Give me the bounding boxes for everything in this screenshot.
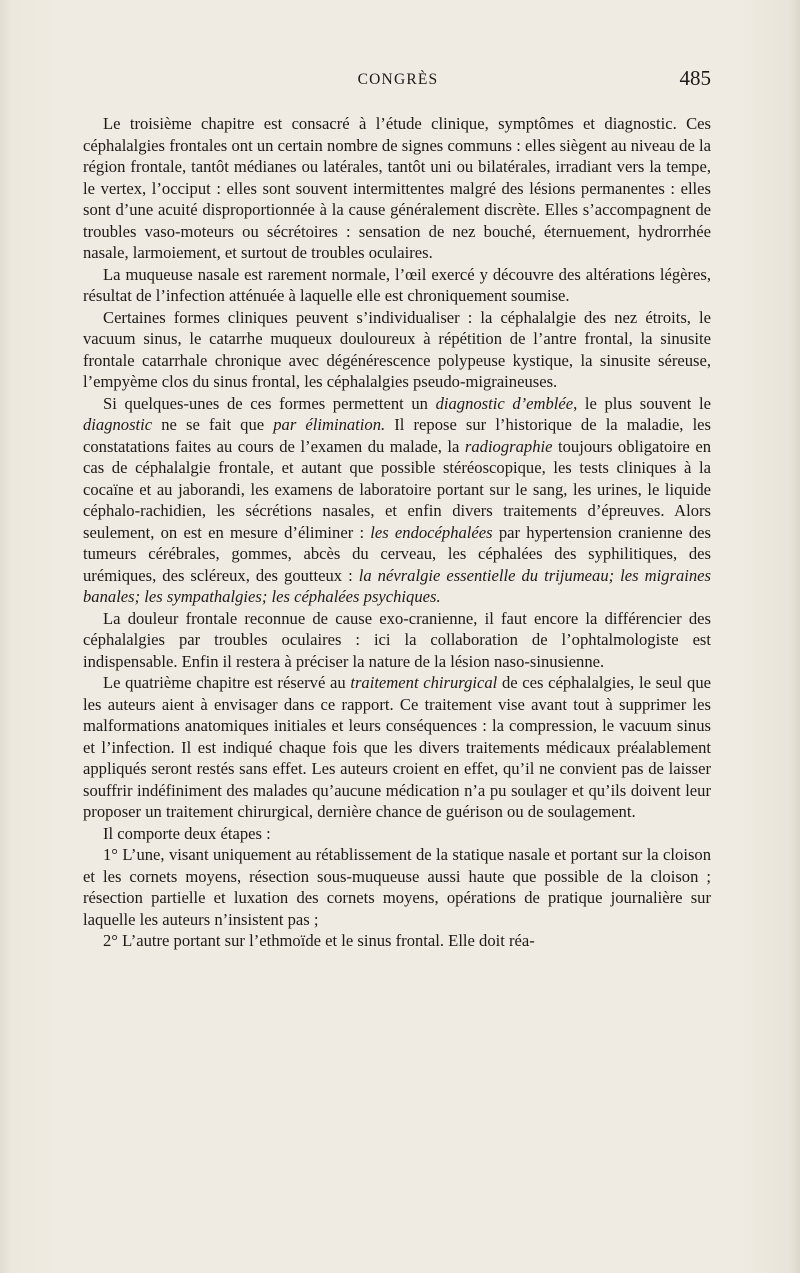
text-run: Il comporte deux étapes : [103,823,271,843]
paragraph [83,113,711,264]
running-header [85,66,711,96]
text-run: 2° L’autre portant sur l’ethmoïde et le sinus frontal. Elle doit réa- [103,931,535,950]
italic-run: diagnostic [83,415,153,434]
paragraph [83,264,711,307]
paragraph [83,307,711,393]
paragraph [83,930,711,952]
paragraph [83,844,711,930]
text-run: Il repose sur l’historique de la maladie, les constatations faites au cours de l’examen du malade, la [83,415,711,456]
text-run: La muqueuse nasale est rarement normale, l’œil exercé y découvre des altérations légères, résultat de l’infection atténuée à laquelle elle est chroniquement soumise. [83,264,711,305]
italic-run: par élimination. [273,415,386,434]
text-run: toujours obligatoire en cas de céphalalgie frontale, et autant que possible stéréoscopique, les tests cliniques à la cocaïne et au jaborandi, les examens de laboratoire portant sur le sang, les urines, le liquide céphalo-rachidien, les sécrétions nasales, et enfin divers traitements d’épreuves. Alors seulement, on est en mesure d’éliminer : [83,436,711,542]
paragraph [83,393,711,608]
paragraph [83,823,711,845]
italic-run: traitement chirurgical [350,673,498,692]
paragraph [83,672,711,823]
body-text [83,113,711,952]
text-run: , le plus souvent le [573,393,711,413]
italic-run: la névralgie essentielle du trijumeau; les migraines banales; les sympathalgies; les céphalées psychiques. [83,565,712,606]
text-run: La douleur frontale reconnue de cause exo-cranienne, il faut encore la différencier des céphalalgies par troubles oculaires : ici la collaboration de l’ophtalmologiste est indispensable. Enfin il restera à préciser la nature de la lésion naso-sinusienne. [83,608,711,671]
text-run: Si quelques-unes de ces formes permettent un [103,393,436,413]
text-run: Le troisième chapitre est consacré à l’étude clinique, symptômes et diagnostic. Ces céphalalgies frontales ont un certain nombre de signes communs : elles siègent au niveau de la région frontale, tantôt médianes ou latérales, tantôt uni ou bilatérales, irradiant vers la tempe, le vertex, l’occiput : elles sont souvent intermittentes malgré des lésions permanentes : elles sont d’une acuité disproportionnée à la cause généralement discrète. Elles s’accompagnent de troubles vaso-moteurs ou sécrétoires : sensation de nez bouché, éternuement, hydrorrhée nasale, larmoiement, et surtout de troubles oculaires. [83,114,711,262]
text-run: ne se fait que [152,415,274,434]
italic-run: diagnostic d’emblée [435,393,574,413]
text-run: de ces céphalalgies, le seul que les auteurs aient à envisager dans ce rapport. Ce traitement vise avant tout à supprimer les malformations anatomiques initiales et leurs conséquences : la compression, le vacuum sinus et l’infection. Il est indiqué chaque fois que les divers traitements médicaux préalablement appliqués seront restés sans effet. Les auteurs croient en effet, qu’il ne convient pas de laisser souffrir indéfiniment des malades qu’aucune médication n’a pu soulager et qu’ils doivent leur proposer un traitement chirurgical, dernière chance de guérison ou de soulagement. [83,673,712,821]
italic-run: les endocéphalées [370,522,493,542]
text-run: Certaines formes cliniques peuvent s’individualiser : la céphalalgie des nez étroits, le vacuum sinus, le catarrhe muqueux douloureux à répétition de l’antre frontal, la sinusite frontale catarrhale chronique avec dégénérescence polypeuse kystique, la sinusite séreuse, l’empyème clos du sinus frontal, les céphalalgies pseudo-migraineuses. [83,307,711,391]
text-run: Le quatrième chapitre est réservé au [103,673,351,692]
text-run: 1° L’une, visant uniquement au rétablissement de la statique nasale et portant sur la cloison et les cornets moyens, résection sous-muqueuse aussi haute que possible de la cloison ; résection partielle et luxation des cornets moyens, opérations de pratique journalière sur laquelle les auteurs n’insistent pas ; [83,845,711,929]
paragraph [83,608,711,673]
running-title: CONGRÈS [357,71,439,88]
page-number: 485 [679,66,711,90]
text-run: par hypertension cranienne des tumeurs cérébrales, gommes, abcès du cerveau, les céphalées des syphilitiques, des urémiques, des scléreux, des goutteux : [83,522,711,585]
italic-run: radiographie [464,436,553,456]
